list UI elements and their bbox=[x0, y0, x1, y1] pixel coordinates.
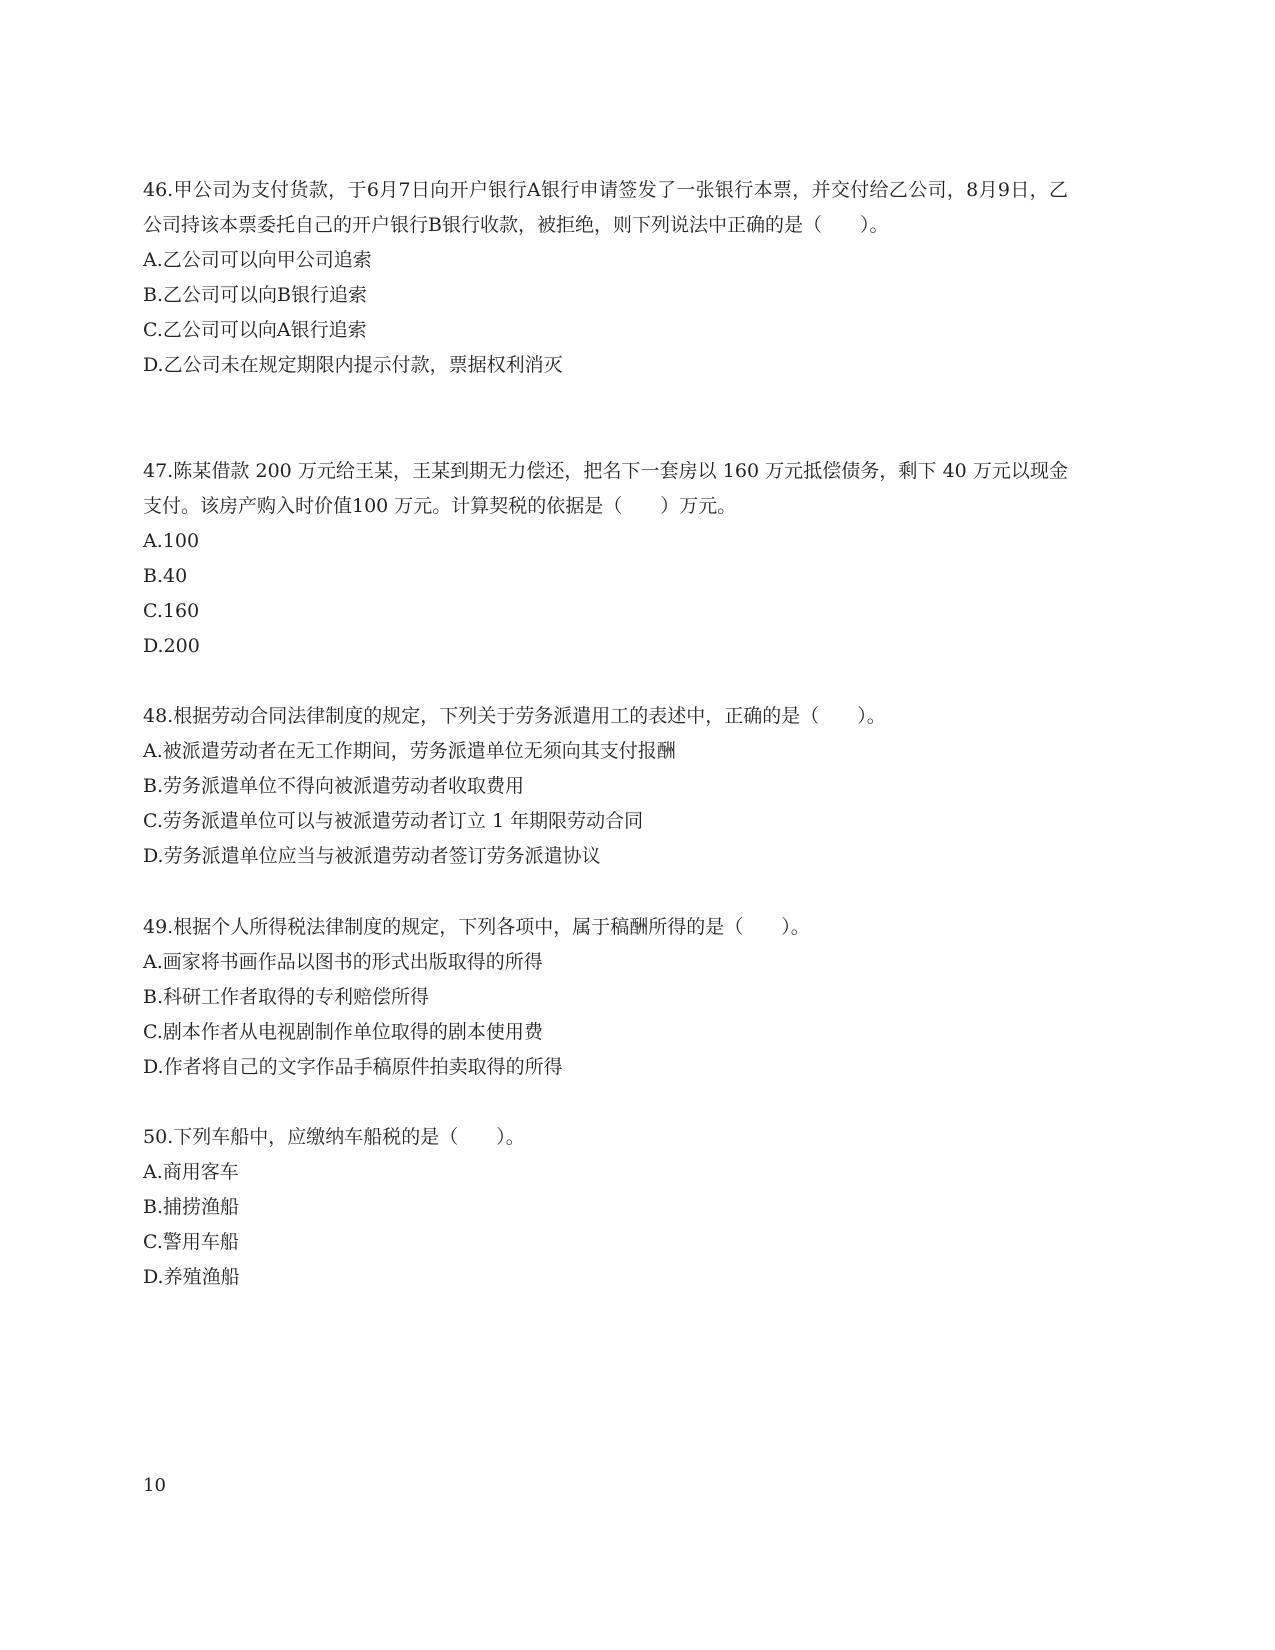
question-49 bbox=[143, 910, 1068, 1085]
question-stem: 49.根据个人所得税法律制度的规定，下列各项中，属于稿酬所得的是（ ）。 bbox=[143, 916, 810, 938]
question-stem: 47.陈某借款 200 万元给王某，王某到期无力偿还，把名下一套房以 160 万元抵偿债务，剩下 40 万元以现金支付。该房产购入时价值100 万元。计算契税的依据是（ ）万元。 bbox=[143, 460, 1068, 517]
question-stem: 46.甲公司为支付货款，于6月7日向开户银行A银行申请签发了一张银行本票，并交付给乙公司，8月9日，乙公司持该本票委托自己的开户银行B银行收款，被拒绝，则下列说法中正确的是（ ）。 bbox=[143, 179, 1068, 236]
option-c: C.警用车船 bbox=[143, 1231, 239, 1253]
question-46 bbox=[143, 173, 1068, 383]
option-a: A.画家将书画作品以图书的形式出版取得的所得 bbox=[143, 951, 543, 973]
option-a: A.被派遣劳动者在无工作期间，劳务派遣单位无须向其支付报酬 bbox=[143, 740, 676, 762]
option-b: B.40 bbox=[143, 565, 188, 587]
option-d: D.200 bbox=[143, 635, 200, 657]
option-b: B.劳务派遣单位不得向被派遣劳动者收取费用 bbox=[143, 775, 525, 797]
option-c: C.160 bbox=[143, 600, 200, 622]
option-b: B.乙公司可以向B银行追索 bbox=[143, 284, 367, 306]
page-number: 10 bbox=[143, 1475, 166, 1496]
option-c: C.剧本作者从电视剧制作单位取得的剧本使用费 bbox=[143, 1021, 543, 1043]
option-b: B.捕捞渔船 bbox=[143, 1196, 240, 1218]
option-a: A.乙公司可以向甲公司追索 bbox=[143, 249, 372, 271]
option-a: A.商用客车 bbox=[143, 1161, 239, 1183]
option-d: D.养殖渔船 bbox=[143, 1266, 240, 1288]
option-d: D.劳务派遣单位应当与被派遣劳动者签订劳务派遣协议 bbox=[143, 845, 601, 867]
question-stem: 50.下列车船中，应缴纳车船税的是（ ）。 bbox=[143, 1126, 525, 1148]
option-c: C.乙公司可以向A银行追索 bbox=[143, 319, 367, 341]
question-stem: 48.根据劳动合同法律制度的规定，下列关于劳务派遣用工的表述中，正确的是（ ）。 bbox=[143, 705, 886, 727]
question-47 bbox=[143, 454, 1068, 664]
option-b: B.科研工作者取得的专利赔偿所得 bbox=[143, 986, 430, 1008]
question-50 bbox=[143, 1120, 1068, 1295]
option-d: D.作者将自己的文字作品手稿原件拍卖取得的所得 bbox=[143, 1056, 563, 1078]
option-d: D.乙公司未在规定期限内提示付款，票据权利消灭 bbox=[143, 354, 563, 376]
option-a: A.100 bbox=[143, 530, 200, 552]
question-48 bbox=[143, 699, 1068, 874]
option-c: C.劳务派遣单位可以与被派遣劳动者订立 1 年期限劳动合同 bbox=[143, 810, 644, 832]
